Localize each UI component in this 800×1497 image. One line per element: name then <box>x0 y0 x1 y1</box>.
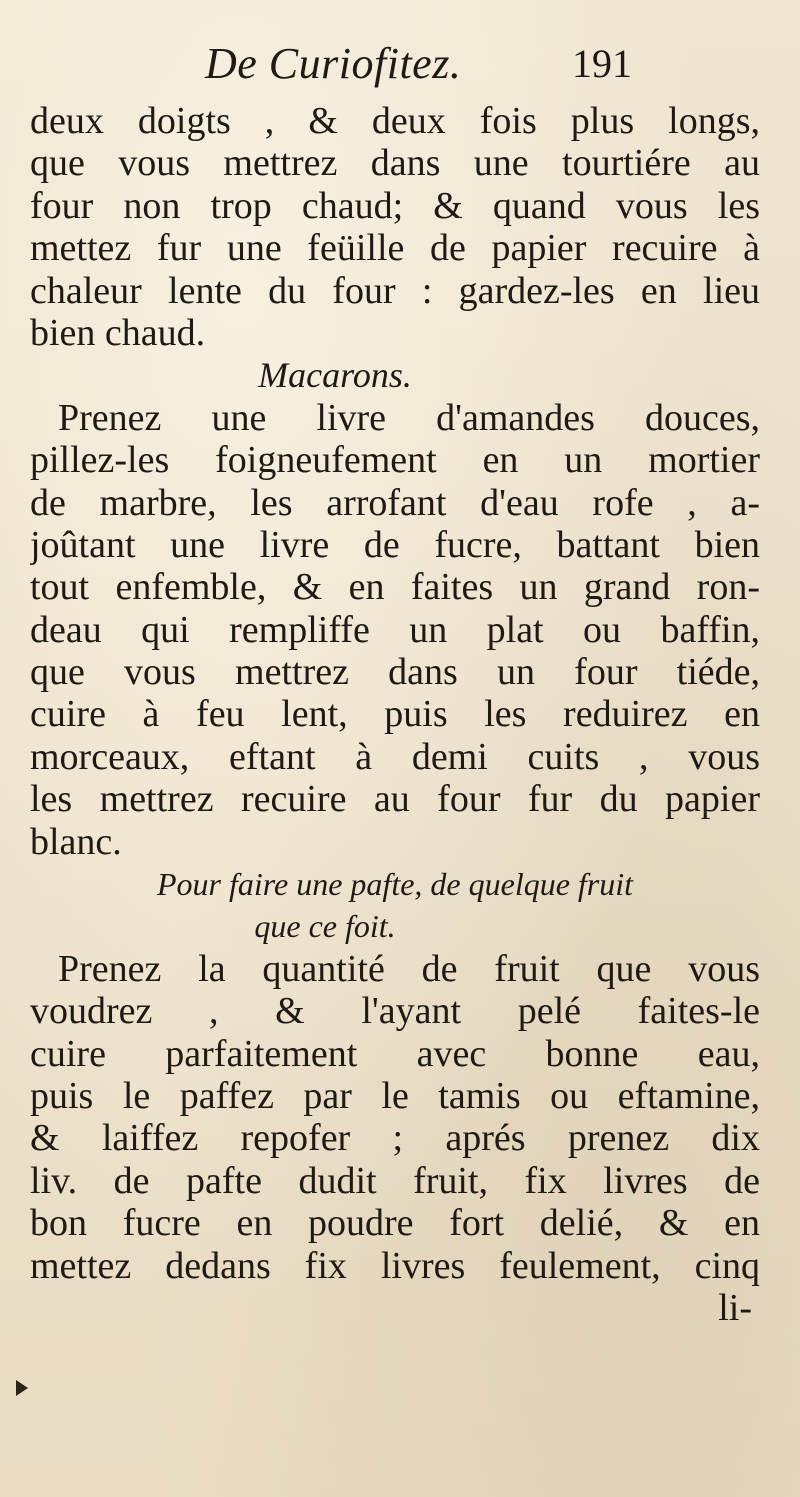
text-line: pillez-les foigneufement en un mortier <box>30 439 760 482</box>
section-heading-pafte: Pour faire une pafte, de quelque fruit <box>156 866 634 903</box>
text-line: voudrez , & l'ayant pelé faites-le <box>30 990 760 1033</box>
text-line: que vous mettrez dans une tourtiére au <box>30 142 760 185</box>
text-line: mettez dedans fix livres feulement, cinq <box>30 1244 760 1287</box>
text-line: deux doigts , & deux fois plus longs, <box>30 100 760 142</box>
text-line: les mettrez recuire au four fur du papier <box>30 778 760 821</box>
text-line: cuire parfaitement avec bonne eau, <box>30 1032 760 1075</box>
page-number: 191 <box>572 41 632 86</box>
section-heading-pafte-cont: que ce foit. <box>254 908 396 945</box>
text-line: puis le paffez par le tamis ou eftamine, <box>30 1074 760 1117</box>
margin-arrow-mark <box>16 1380 28 1396</box>
running-title: De Curiofitez. <box>205 39 462 88</box>
text-line: de marbre, les arrofant d'eau rofe , a- <box>30 481 760 524</box>
text-line: four non trop chaud; & quand vous les <box>30 184 760 227</box>
text-line: bon fucre en poudre fort delié, & en <box>30 1202 760 1245</box>
text-line: bien chaud. <box>30 311 206 354</box>
page-header <box>0 36 800 96</box>
text-line: que vous mettrez dans un four tiéde, <box>30 651 760 694</box>
text-line: cuire à feu lent, puis les reduirez en <box>30 693 760 736</box>
text-line: blanc. <box>30 820 122 863</box>
text-line: Prenez la quantité de fruit que vous <box>58 947 760 990</box>
text-line: Prenez une livre d'amandes douces, <box>58 396 760 439</box>
catchword: li- <box>718 1286 752 1329</box>
text-line: & laiffez repofer ; aprés prenez dix <box>30 1117 760 1160</box>
body-text <box>30 100 760 1329</box>
text-line: mettez fur une feüille de papier recuire à <box>30 227 760 270</box>
section-heading-macarons: Macarons. <box>258 355 412 396</box>
text-line: deau qui rempliffe un plat ou baffin, <box>30 608 760 651</box>
text-line: joûtant une livre de fucre, battant bien <box>30 523 760 566</box>
text-line: chaleur lente du four : gardez-les en lieu <box>30 269 760 312</box>
text-line: morceaux, eftant à demi cuits , vous <box>30 735 760 778</box>
text-line: tout enfemble, & en faites un grand ron- <box>30 566 760 609</box>
text-line: liv. de pafte dudit fruit, fix livres de <box>30 1159 760 1202</box>
